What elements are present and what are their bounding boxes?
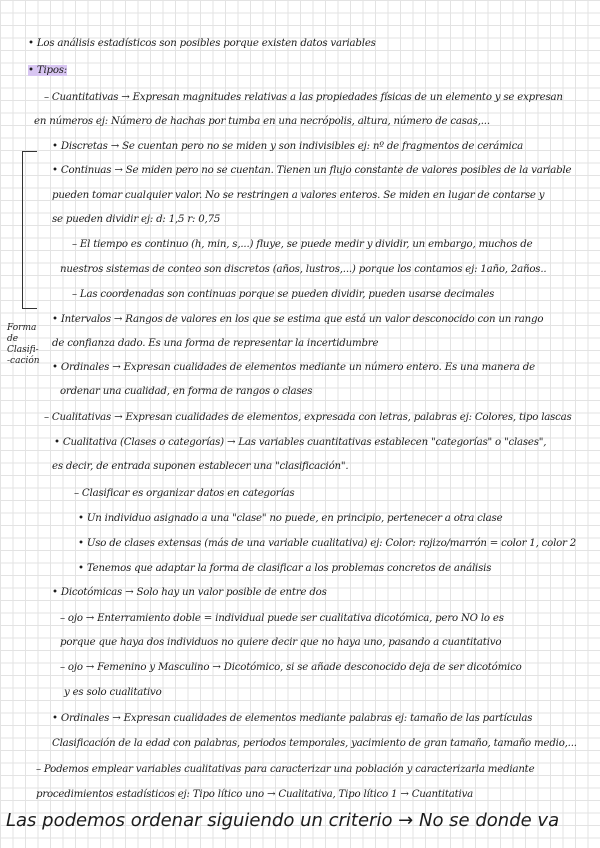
- note-line-10: nuestros sistemas de conteo son discretos (años, lustros,...) porque los contamos ej: 1año, 2años..: [60, 264, 547, 275]
- note-line-6: • Continuas → Se miden pero no se cuentan. Tienen un flujo constante de valores posibles de la variable: [52, 165, 572, 176]
- note-line-7: pueden tomar cualquier valor. No se restringen a valores enteros. Se miden en lugar de contarse y: [52, 190, 545, 201]
- note-line-29: Clasificación de la edad con palabras, periodos temporales, yacimiento de gran tamaño, tamaño medio,...: [52, 738, 577, 749]
- note-line-14: • Ordinales → Expresan cualidades de elementos mediante un número entero. Es una manera de: [52, 362, 535, 373]
- note-line-21: • Uso de clases extensas (más de una variable cualitativa) ej: Color: rojizo/marrón = color 1, color 2: [78, 538, 577, 549]
- note-line-18: es decir, de entrada suponen establecer una "clasificación".: [52, 461, 349, 472]
- note-line-27: y es solo cualitativo: [64, 687, 162, 698]
- note-line-5: • Discretas → Se cuentan pero no se miden y son indivisibles ej: nº de fragmentos de cerámica: [52, 141, 523, 152]
- note-line-17: • Cualitativa (Clases o categorías) → Las variables cuantitativas establecen "categorías" o "clases",: [54, 437, 547, 448]
- note-line-28: • Ordinales → Expresan cualidades de elementos mediante palabras ej: tamaño de las partículas: [52, 713, 533, 724]
- note-line-25: porque que haya dos individuos no quiere decir que no haya uno, pasando a cuantitativo: [60, 637, 502, 648]
- note-line-2: [0, 63, 600, 79]
- note-line-15: ordenar una cualidad, en forma de rangos o clases: [60, 386, 313, 397]
- note-line-13: de confianza dado. Es una forma de representar la incertidumbre: [52, 338, 379, 349]
- note-line-9: – El tiempo es continuo (h, min, s,...) fluye, se puede medir y dividir, un embargo, muchos de: [72, 239, 533, 250]
- note-line-1: • Los análisis estadísticos son posibles porque existen datos variables: [28, 38, 376, 49]
- final-handwritten-line: Las podemos ordenar siguiendo un criterio → No se donde va: [6, 810, 560, 831]
- note-line-8: se pueden dividir ej: d: 1,5 r: 0,75: [52, 214, 221, 225]
- note-line-20: • Un individuo asignado a una "clase" no puede, en principio, pertenecer a otra clase: [78, 513, 503, 524]
- side-label: Forma de Clasifi- -cación: [7, 323, 40, 366]
- note-line-3: – Cuantitativas → Expresan magnitudes relativas a las propiedades físicas de un elemento y se expresan: [44, 92, 563, 103]
- note-line-16: – Cualitativas → Expresan cualidades de elementos, expresada con letras, palabras ej: Colores, tipo lascas: [44, 412, 572, 423]
- note-line-22: • Tenemos que adaptar la forma de clasificar a los problemas concretos de análisis: [78, 563, 492, 574]
- note-line-4: en números ej: Número de hachas por tumba en una necrópolis, altura, número de casas,...: [34, 116, 490, 127]
- note-line-12: • Intervalos → Rangos de valores en los que se estima que está un valor desconocido con un rango: [52, 314, 544, 325]
- note-line-31: procedimientos estadísticos ej: Tipo lítico uno → Cualitativa, Tipo lítico 1 → Cuantitativa: [36, 789, 473, 800]
- note-line-23: • Dicotómicas → Solo hay un valor posible de entre dos: [52, 587, 327, 598]
- note-line-30: – Podemos emplear variables cualitativas para caracterizar una población y caracterizarla mediante: [36, 764, 535, 775]
- tipos-heading: • Tipos:: [28, 65, 68, 76]
- note-line-19: – Clasificar es organizar datos en categorías: [74, 488, 295, 499]
- note-line-24: – ojo → Enterramiento doble = individual puede ser cualitativa dicotómica, pero NO lo es: [60, 613, 504, 624]
- note-line-26: – ojo → Femenino y Masculino → Dicotómico, si se añade desconocido deja de ser dicotómico: [60, 662, 522, 673]
- note-line-11: – Las coordenadas son continuas porque se pueden dividir, pueden usarse decimales: [72, 289, 495, 300]
